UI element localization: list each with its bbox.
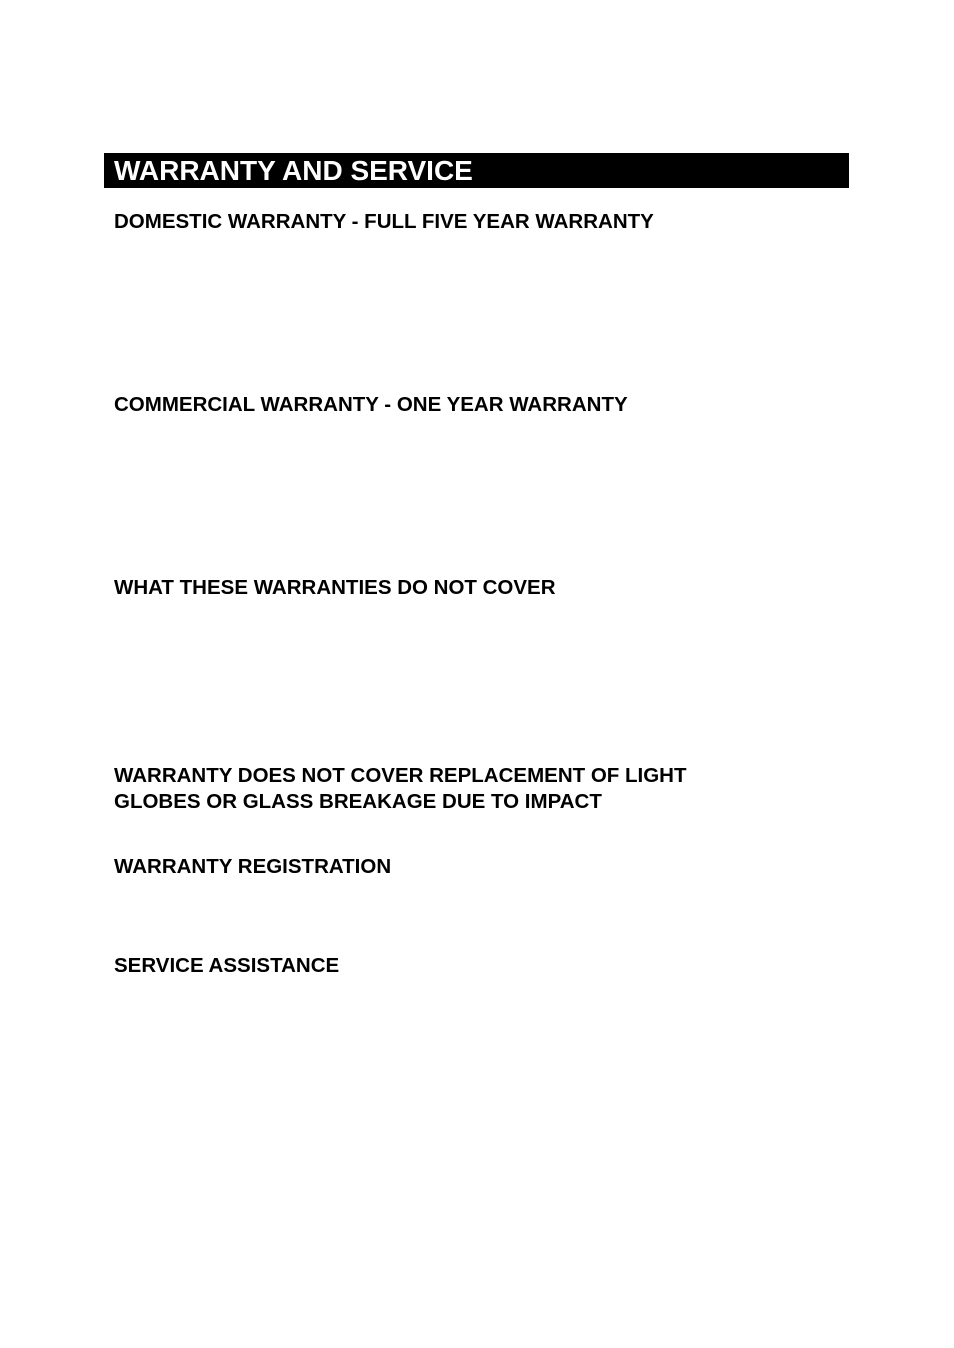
heading-warranties-not-cover: WHAT THESE WARRANTIES DO NOT COVER bbox=[114, 576, 556, 599]
heading-replacement-line-1: WARRANTY DOES NOT COVER REPLACEMENT OF LIGHT bbox=[114, 764, 687, 787]
heading-warranty-registration: WARRANTY REGISTRATION bbox=[114, 855, 392, 878]
heading-service-assistance: SERVICE ASSISTANCE bbox=[114, 954, 340, 977]
heading-replacement-line-2: GLOBES OR GLASS BREAKAGE DUE TO IMPACT bbox=[114, 790, 602, 813]
heading-commercial-warranty: COMMERCIAL WARRANTY - ONE YEAR WARRANTY bbox=[114, 393, 628, 416]
heading-replacement-exclusion bbox=[114, 763, 687, 815]
section-title-bar bbox=[104, 153, 849, 188]
page-title: WARRANTY AND SERVICE bbox=[114, 155, 473, 186]
heading-domestic-warranty: DOMESTIC WARRANTY - FULL FIVE YEAR WARRANTY bbox=[114, 210, 654, 233]
